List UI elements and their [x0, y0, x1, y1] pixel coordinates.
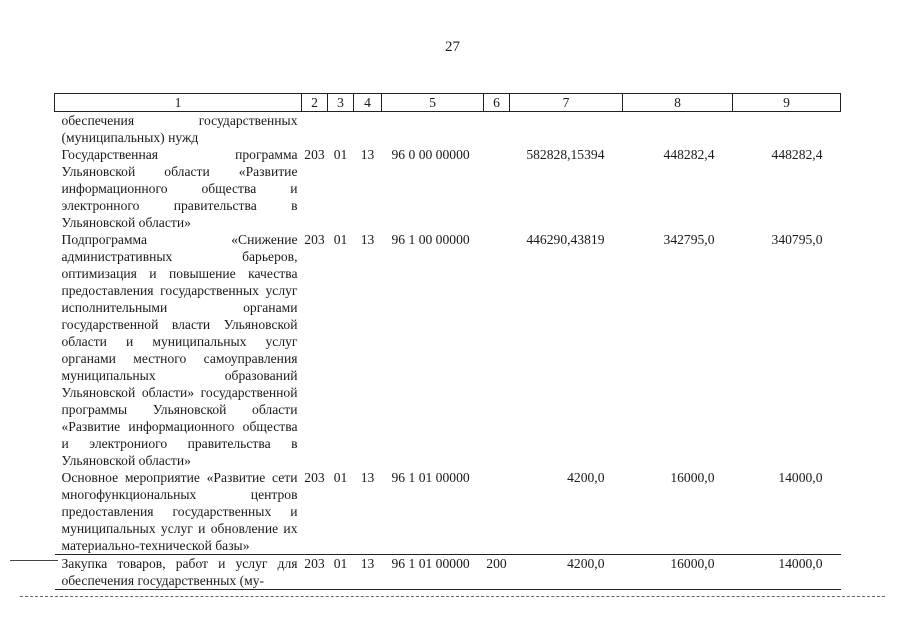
table-row [55, 146, 841, 231]
cell-c6 [484, 112, 510, 147]
cell-c7: 4200,0 [567, 470, 605, 485]
row-name: Подпрограмма «Снижение административных барьеров, оптимизация и повышение качества предоставления государственных услуг исполнительными органами государственной власти Ульяновской области и муниципальных услуг органами местного самоуправления муниципальных образований Ульяновской области» государственной программы Ульяновской области «Развитие информационного общества и электрониого правительства в Ульяновской области» [61, 232, 298, 468]
cell-c5 [382, 112, 484, 147]
cell-c4: 13 [354, 555, 382, 590]
cell-c4: 13 [360, 232, 375, 247]
cell-c4 [354, 112, 382, 147]
column-number-row [55, 94, 841, 112]
column-header: 8 [623, 94, 733, 112]
cell-c9: 340795,0 [771, 232, 823, 247]
cell-c3: 01 [333, 232, 348, 247]
column-header: 7 [510, 94, 623, 112]
cell-c9: 14000,0 [733, 555, 841, 590]
cell-c7: 446290,43819 [526, 232, 605, 247]
cell-c6 [484, 469, 510, 555]
cell-c5: 96 1 01 00000 [391, 470, 470, 485]
row-name: Основное мероприятие «Развитие сети многофункциональных центров предоставления государственных и муниципальных услуг и обновление их материально-технической базы» [61, 470, 298, 553]
cell-c2: 203 [304, 232, 325, 247]
cell-c3: 01 [333, 470, 348, 485]
cell-c8: 16000,0 [670, 470, 715, 485]
cell-c6 [484, 231, 510, 469]
cell-c8: 16000,0 [623, 555, 733, 590]
cell-c9 [733, 112, 841, 147]
budget-table [54, 93, 841, 590]
scan-dashed-line [20, 596, 885, 597]
cell-c7 [510, 112, 623, 147]
cell-c2: 203 [304, 470, 325, 485]
cell-c9: 448282,4 [771, 147, 823, 162]
cell-c6 [484, 146, 510, 231]
row-name: Государственная программа Ульяновской области «Развитие информационного общества и электронного правительства в Ульяновской области» [61, 147, 298, 230]
column-header: 5 [382, 94, 484, 112]
column-header: 3 [328, 94, 354, 112]
cell-c5: 96 1 01 00000 [382, 555, 484, 590]
cell-c9: 14000,0 [778, 470, 823, 485]
row-name: Закупка товаров, работ и услуг для обеспечения государственных (му- [55, 555, 302, 590]
cell-c8: 448282,4 [663, 147, 715, 162]
cell-c3: 01 [328, 555, 354, 590]
column-header: 2 [302, 94, 328, 112]
column-header: 4 [354, 94, 382, 112]
cell-c2: 203 [302, 555, 328, 590]
cell-c7: 582828,15394 [526, 147, 605, 162]
cell-c3 [328, 112, 354, 147]
cell-c4: 13 [360, 470, 375, 485]
cell-c2 [302, 112, 328, 147]
cell-c5: 96 1 00 00000 [391, 232, 470, 247]
cell-c2: 203 [304, 147, 325, 162]
scan-edge-line [10, 560, 58, 561]
table-row [55, 231, 841, 469]
column-header: 1 [55, 94, 302, 112]
cell-c3: 01 [333, 147, 348, 162]
cell-c8: 342795,0 [663, 232, 715, 247]
row-name: обеспечения государственных (муниципальных) нужд [61, 113, 298, 145]
table-row [55, 112, 841, 147]
cell-c6: 200 [484, 555, 510, 590]
cell-c7: 4200,0 [510, 555, 623, 590]
page-number: 27 [445, 39, 460, 55]
column-header: 9 [733, 94, 841, 112]
table-row [55, 555, 841, 590]
table-row [55, 469, 841, 555]
cell-c4: 13 [360, 147, 375, 162]
cell-c5: 96 0 00 00000 [391, 147, 470, 162]
column-header: 6 [484, 94, 510, 112]
cell-c8 [623, 112, 733, 147]
